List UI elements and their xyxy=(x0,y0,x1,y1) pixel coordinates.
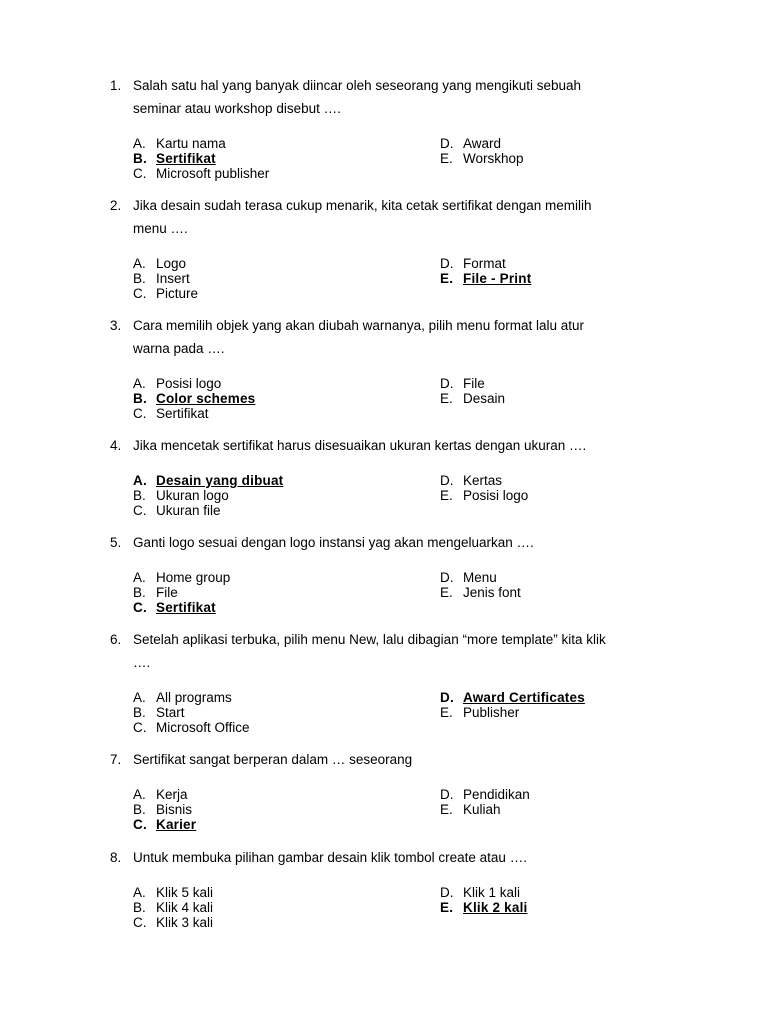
answer-option-e xyxy=(440,151,524,167)
option-letter: D. xyxy=(440,787,454,802)
question-text: Jika mencetak sertifikat harus disesuaikan ukuran kertas dengan ukuran …. xyxy=(133,438,587,453)
option-letter: E. xyxy=(440,802,453,817)
answer-option-b xyxy=(133,802,192,818)
option-text: Kartu nama xyxy=(156,136,226,151)
option-text: Ukuran file xyxy=(156,503,221,518)
option-text: Bisnis xyxy=(156,802,193,817)
option-letter: D. xyxy=(440,256,454,271)
question-number: 8. xyxy=(110,850,122,865)
option-text: Award xyxy=(463,136,502,151)
answer-option-e xyxy=(440,585,521,601)
option-letter: C. xyxy=(133,406,147,421)
option-letter: B. xyxy=(133,900,146,915)
answer-option-c xyxy=(133,503,221,519)
option-letter: A. xyxy=(133,885,146,900)
option-text: Klik 2 kali xyxy=(463,900,528,915)
option-text: File xyxy=(156,585,178,600)
option-letter: B. xyxy=(133,151,147,166)
option-letter: E. xyxy=(440,585,453,600)
answer-option-e xyxy=(440,705,519,721)
option-text: Award Certificates xyxy=(463,690,585,705)
question-number: 5. xyxy=(110,535,122,550)
answer-option-a xyxy=(133,690,232,706)
option-letter: A. xyxy=(133,473,147,488)
answer-option-b xyxy=(133,900,213,916)
answer-option-d xyxy=(440,376,485,392)
answer-option-d xyxy=(440,256,506,272)
option-letter: D. xyxy=(440,690,454,705)
question-number: 1. xyxy=(110,78,122,93)
option-text: Desain xyxy=(463,391,506,406)
answer-option-d xyxy=(440,570,497,586)
option-letter: E. xyxy=(440,271,454,286)
option-letter: C. xyxy=(133,720,147,735)
option-text: Start xyxy=(156,705,185,720)
question-text: Untuk membuka pilihan gambar desain klik tombol create atau …. xyxy=(133,850,527,865)
answer-option-a xyxy=(133,787,188,803)
option-text: Desain yang dibuat xyxy=(156,473,284,488)
option-text: Microsoft Office xyxy=(156,720,250,735)
option-letter: C. xyxy=(133,503,147,518)
option-text: Jenis font xyxy=(463,585,521,600)
option-text: Kertas xyxy=(463,473,503,488)
option-letter: B. xyxy=(133,391,147,406)
option-letter: E. xyxy=(440,391,453,406)
question-text: menu …. xyxy=(133,221,188,236)
answer-option-e xyxy=(440,900,528,916)
answer-option-b xyxy=(133,271,190,287)
option-text: Format xyxy=(463,256,506,271)
answer-option-b xyxy=(133,391,255,407)
question-text: Salah satu hal yang banyak diincar oleh seseorang yang mengikuti sebuah xyxy=(133,78,582,93)
option-text: Karier xyxy=(156,817,197,832)
option-text: Posisi logo xyxy=(463,488,529,503)
option-letter: E. xyxy=(440,488,453,503)
option-text: Picture xyxy=(156,286,199,301)
question-number: 2. xyxy=(110,198,122,213)
option-text: Pendidikan xyxy=(463,787,530,802)
option-letter: B. xyxy=(133,488,146,503)
answer-option-b xyxy=(133,151,216,167)
option-text: Microsoft publisher xyxy=(156,166,270,181)
option-text: Klik 1 kali xyxy=(463,885,521,900)
answer-option-d xyxy=(440,136,501,152)
option-letter: B. xyxy=(133,271,146,286)
option-text: Menu xyxy=(463,570,497,585)
option-letter: D. xyxy=(440,473,454,488)
answer-option-b xyxy=(133,705,185,721)
option-text: Sertifikat xyxy=(156,406,209,421)
option-letter: C. xyxy=(133,915,147,930)
answer-option-a xyxy=(133,376,221,392)
answer-option-d xyxy=(440,690,585,706)
answer-option-a xyxy=(133,256,186,272)
question-text: Cara memilih objek yang akan diubah warnanya, pilih menu format lalu atur xyxy=(133,318,584,333)
option-text: File xyxy=(463,376,485,391)
answer-option-c xyxy=(133,286,198,302)
option-letter: D. xyxy=(440,376,454,391)
question-text: Sertifikat sangat berperan dalam … seseorang xyxy=(133,752,413,767)
answer-option-b xyxy=(133,488,229,504)
answer-option-c xyxy=(133,600,216,616)
answer-option-a xyxy=(133,570,230,586)
option-letter: C. xyxy=(133,166,147,181)
question-text: seminar atau workshop disebut …. xyxy=(133,101,341,116)
question-number: 6. xyxy=(110,632,122,647)
option-letter: B. xyxy=(133,705,146,720)
answer-option-e xyxy=(440,391,505,407)
answer-option-b xyxy=(133,585,178,601)
question-text: …. xyxy=(133,655,151,670)
option-letter: D. xyxy=(440,570,454,585)
answer-option-e xyxy=(440,802,501,818)
question-number: 7. xyxy=(110,752,122,767)
option-letter: A. xyxy=(133,256,146,271)
option-text: Klik 4 kali xyxy=(156,900,214,915)
question-text: Setelah aplikasi terbuka, pilih menu New, lalu dibagian “more template” kita klik xyxy=(133,632,606,647)
option-text: Color schemes xyxy=(156,391,256,406)
question-text: warna pada …. xyxy=(133,341,225,356)
option-text: All programs xyxy=(156,690,232,705)
option-text: Kerja xyxy=(156,787,188,802)
option-text: Logo xyxy=(156,256,187,271)
option-letter: A. xyxy=(133,376,146,391)
option-letter: A. xyxy=(133,570,146,585)
option-letter: B. xyxy=(133,585,146,600)
answer-option-d xyxy=(440,787,530,803)
option-letter: C. xyxy=(133,286,147,301)
answer-option-c xyxy=(133,720,250,736)
answer-option-c xyxy=(133,915,213,931)
option-text: File - Print xyxy=(463,271,532,286)
option-letter: B. xyxy=(133,802,146,817)
option-text: Home group xyxy=(156,570,231,585)
option-text: Ukuran logo xyxy=(156,488,229,503)
answer-option-d xyxy=(440,885,520,901)
answer-option-a xyxy=(133,473,283,489)
option-text: Klik 3 kali xyxy=(156,915,214,930)
option-letter: D. xyxy=(440,136,454,151)
option-letter: A. xyxy=(133,690,146,705)
answer-option-a xyxy=(133,885,213,901)
option-letter: A. xyxy=(133,787,146,802)
option-text: Sertifikat xyxy=(156,600,216,615)
option-text: Publisher xyxy=(463,705,520,720)
option-letter: E. xyxy=(440,900,454,915)
option-text: Worskhop xyxy=(463,151,524,166)
question-text: Ganti logo sesuai dengan logo instansi yag akan mengeluarkan …. xyxy=(133,535,534,550)
answer-option-d xyxy=(440,473,502,489)
answer-option-c xyxy=(133,817,196,833)
option-letter: D. xyxy=(440,885,454,900)
answer-option-e xyxy=(440,271,531,287)
option-letter: A. xyxy=(133,136,146,151)
answer-option-a xyxy=(133,136,226,152)
question-number: 4. xyxy=(110,438,122,453)
option-text: Sertifikat xyxy=(156,151,216,166)
question-text: Jika desain sudah terasa cukup menarik, kita cetak sertifikat dengan memilih xyxy=(133,198,592,213)
option-letter: C. xyxy=(133,817,147,832)
question-number: 3. xyxy=(110,318,122,333)
option-text: Kuliah xyxy=(463,802,501,817)
option-letter: E. xyxy=(440,705,453,720)
answer-option-c xyxy=(133,166,269,182)
option-letter: E. xyxy=(440,151,453,166)
option-text: Posisi logo xyxy=(156,376,222,391)
option-text: Klik 5 kali xyxy=(156,885,214,900)
option-text: Insert xyxy=(156,271,190,286)
answer-option-c xyxy=(133,406,209,422)
answer-option-e xyxy=(440,488,528,504)
option-letter: C. xyxy=(133,600,147,615)
